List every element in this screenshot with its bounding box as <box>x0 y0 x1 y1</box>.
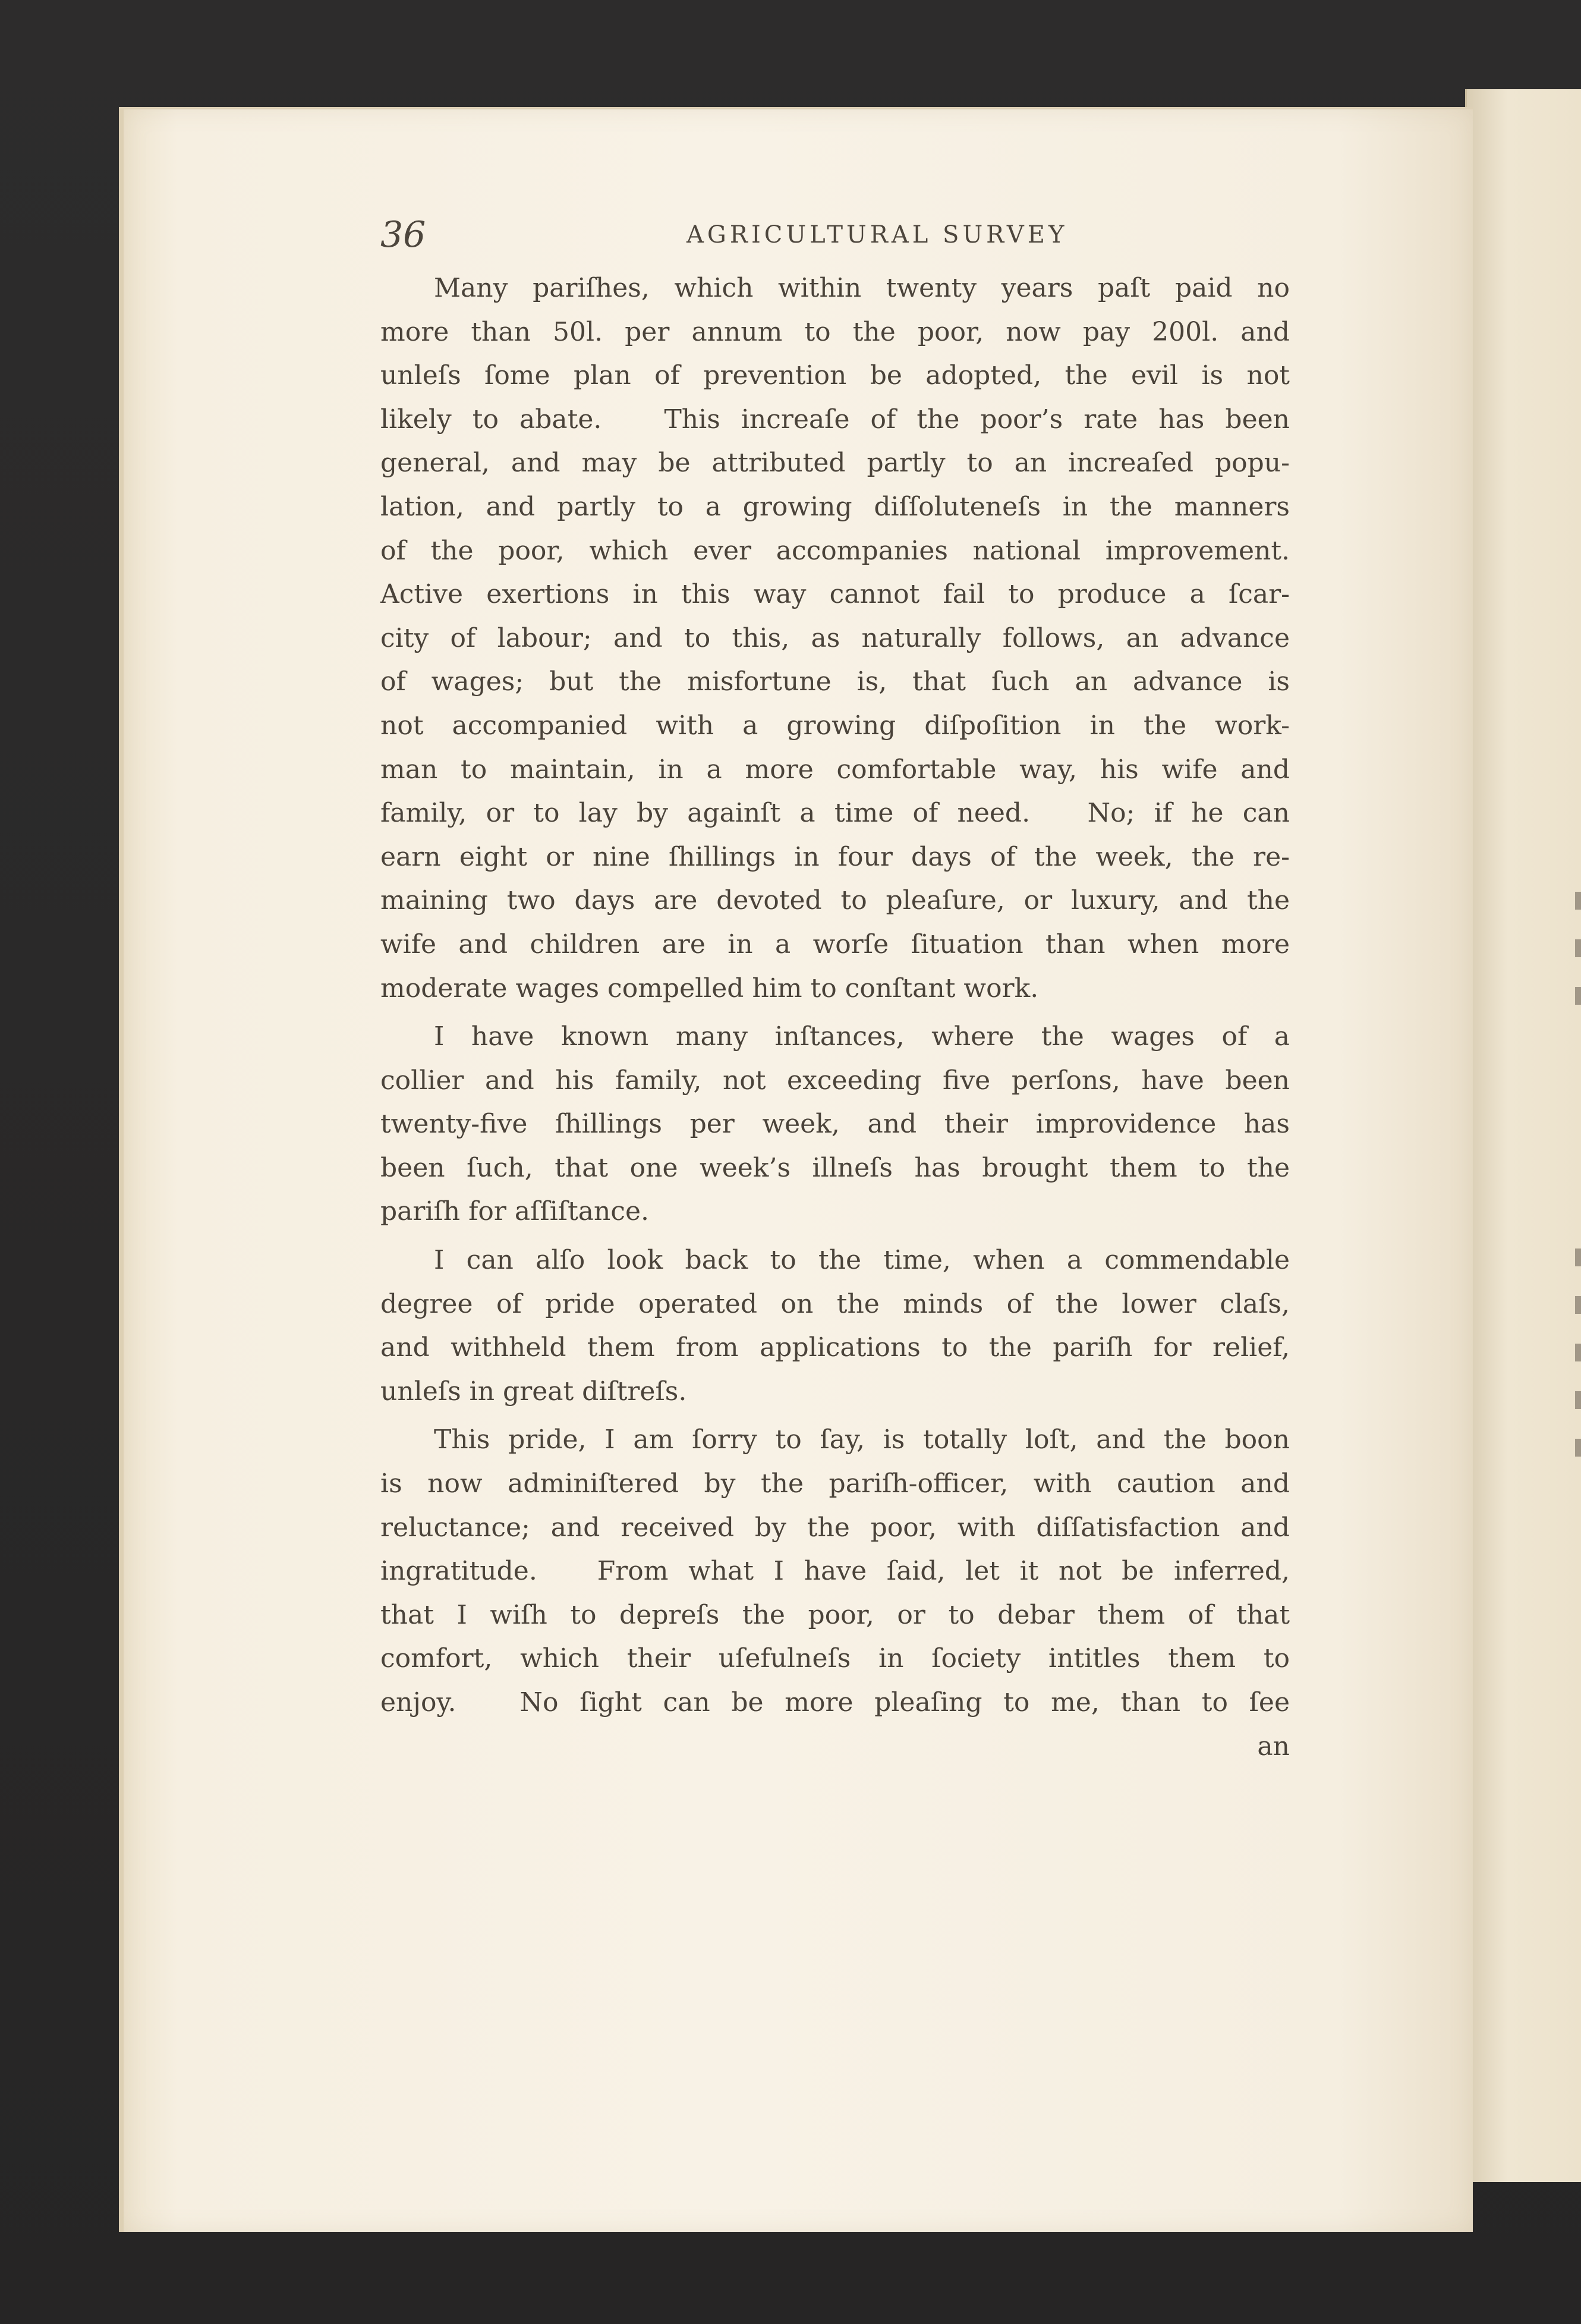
facing-page-glyph <box>1575 1249 1581 1266</box>
text-line: and withheld them from applications to the pariſh for relief, <box>380 1332 1290 1363</box>
text-line: city of labour; and to this, as naturally follows, an advance <box>380 622 1290 653</box>
text-line: Active exertions in this way cannot fail to produce a ſcar- <box>380 579 1290 610</box>
text-line: general, and may be attributed partly to an increaſed popu- <box>380 448 1290 479</box>
catchword: an <box>1257 1731 1290 1762</box>
text-line: twenty-five ſhillings per week, and their improvidence has <box>380 1109 1290 1140</box>
text-line: man to maintain, in a more comfortable way, his wife and <box>380 754 1290 785</box>
paragraph-2 <box>380 1015 1290 1234</box>
paragraph-3 <box>380 1238 1290 1413</box>
text-line: I have known many inſtances, where the wages of a <box>434 1021 1290 1052</box>
facing-page-glyph <box>1575 892 1581 910</box>
text-line: earn eight or nine ſhillings in four days of the week, the re- <box>380 841 1290 872</box>
text-line: likely to abate. This increaſe of the poor’s rate has been <box>380 404 1290 435</box>
facing-page-glyph <box>1575 939 1581 957</box>
text-line: is now adminiſtered by the pariſh-officer, with caution and <box>380 1468 1290 1499</box>
text-line: of the poor, which ever accompanies national improvement. <box>380 535 1290 566</box>
text-line: unleſs in great diſtreſs. <box>380 1376 687 1407</box>
paragraph-gap <box>380 1413 1290 1418</box>
text-line: more than 50l. per annum to the poor, now pay 200l. and <box>380 316 1290 347</box>
text-line: been ſuch, that one week’s illneſs has brought them to the <box>380 1152 1290 1183</box>
facing-page-glyph <box>1575 987 1581 1005</box>
text-line: that I wiſh to depreſs the poor, or to debar them of that <box>380 1599 1290 1630</box>
body-text <box>380 266 1290 1768</box>
text-line: reluctance; and received by the poor, with diſſatisfaction and <box>380 1512 1290 1543</box>
page-header <box>380 214 1290 262</box>
paragraph-gap <box>380 1010 1290 1015</box>
facing-page-glyph <box>1575 1296 1581 1314</box>
text-line: collier and his family, not exceeding five perſons, have been <box>380 1065 1290 1096</box>
text-line: pariſh for aſſiſtance. <box>380 1196 649 1227</box>
text-line: comfort, which their uſefulneſs in ſociety intitles them to <box>380 1643 1290 1674</box>
text-line: degree of pride operated on the minds of the lower claſs, <box>380 1288 1290 1319</box>
facing-page-glyph <box>1575 1439 1581 1457</box>
facing-page-glyph <box>1575 1391 1581 1409</box>
text-line: family, or to lay by againſt a time of need. No; if he can <box>380 798 1290 829</box>
text-line: maining two days are devoted to pleaſure, or luxury, and the <box>380 885 1290 916</box>
text-line: This pride, I am ſorry to ſay, is totally loſt, and the boon <box>434 1424 1290 1455</box>
text-line: wife and children are in a worſe ſituation than when more <box>380 929 1290 960</box>
facing-page-glyph <box>1575 1344 1581 1361</box>
text-line: I can alſo look back to the time, when a commendable <box>434 1245 1290 1276</box>
text-line: Many pariſhes, which within twenty years paſt paid no <box>434 273 1290 303</box>
text-line: ingratitude. From what I have ſaid, let it not be inferred, <box>380 1556 1290 1587</box>
text-line: not accompanied with a growing diſpoſition in the work- <box>380 710 1290 741</box>
text-line: enjoy. No ſight can be more pleaſing to me, than to ſee <box>380 1687 1290 1718</box>
text-line: unleſs ſome plan of prevention be adopted, the evil is not <box>380 360 1290 391</box>
paragraph-4 <box>380 1418 1290 1724</box>
text-line: lation, and partly to a growing diſſoluteneſs in the manners <box>380 491 1290 522</box>
page-number: 36 <box>380 214 426 256</box>
text-line: moderate wages compelled him to conſtant work. <box>380 973 1039 1004</box>
paragraph-1 <box>380 266 1290 1010</box>
facing-page-edge <box>1465 89 1581 2182</box>
running-head: AGRICULTURAL SURVEY <box>686 221 1068 249</box>
text-line: of wages; but the misfortune is, that ſuch an advance is <box>380 666 1290 697</box>
paragraph-gap <box>380 1234 1290 1238</box>
